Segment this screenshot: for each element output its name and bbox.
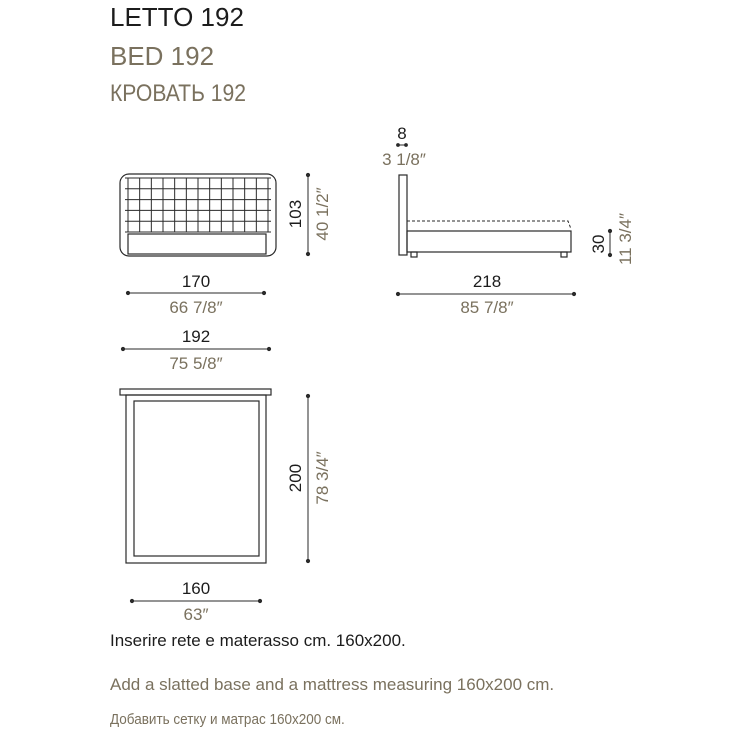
title-italian: LETTO 192 (110, 2, 244, 32)
side-length-cm: 218 (472, 272, 502, 291)
bed-frame-side (407, 231, 571, 252)
note-english: Add a slatted base and a mattress measuring 160x200 cm. (110, 675, 555, 694)
plan-view (120, 389, 271, 563)
side-length-in: 85 7/8″ (460, 298, 514, 317)
title-russian: КРОВАТЬ 192 (110, 80, 247, 107)
side-height-in: 11 3/4″ (616, 212, 635, 266)
front-view (120, 174, 276, 256)
front-height-cm: 103 (286, 199, 305, 229)
title-english: BED 192 (110, 41, 215, 71)
dimension-lines (121, 144, 611, 603)
note-italian: Inserire rete e materasso cm. 160x200. (110, 631, 406, 650)
foot-rear (411, 252, 417, 257)
side-view (399, 175, 571, 257)
frame-inner (134, 401, 259, 556)
plan-length-in: 78 3/4″ (313, 451, 332, 505)
headboard-plan (120, 389, 271, 395)
headboard-side (399, 175, 407, 255)
side-height-cm: 30 (589, 234, 608, 254)
top-width-in: 75 5/8″ (169, 354, 223, 373)
front-height-in: 40 1/2″ (313, 187, 332, 241)
headboard-thickness-in: 3 1/8″ (382, 150, 426, 169)
front-width-in: 66 7/8″ (169, 298, 223, 317)
mattress-outline (407, 221, 571, 229)
top-width-cm: 192 (181, 327, 211, 346)
plan-length-cm: 200 (286, 463, 305, 493)
headboard-tufting (125, 178, 271, 232)
foot-front (561, 252, 567, 257)
plan-width-in: 63″ (183, 605, 209, 624)
headboard-thickness-cm: 8 (397, 124, 407, 143)
front-width-cm: 170 (181, 272, 211, 291)
plan-width-cm: 160 (181, 579, 211, 598)
note-russian: Добавить сетку и матрас 160x200 см. (110, 711, 345, 728)
frame-outer (126, 395, 266, 563)
bed-base-front (128, 234, 266, 254)
